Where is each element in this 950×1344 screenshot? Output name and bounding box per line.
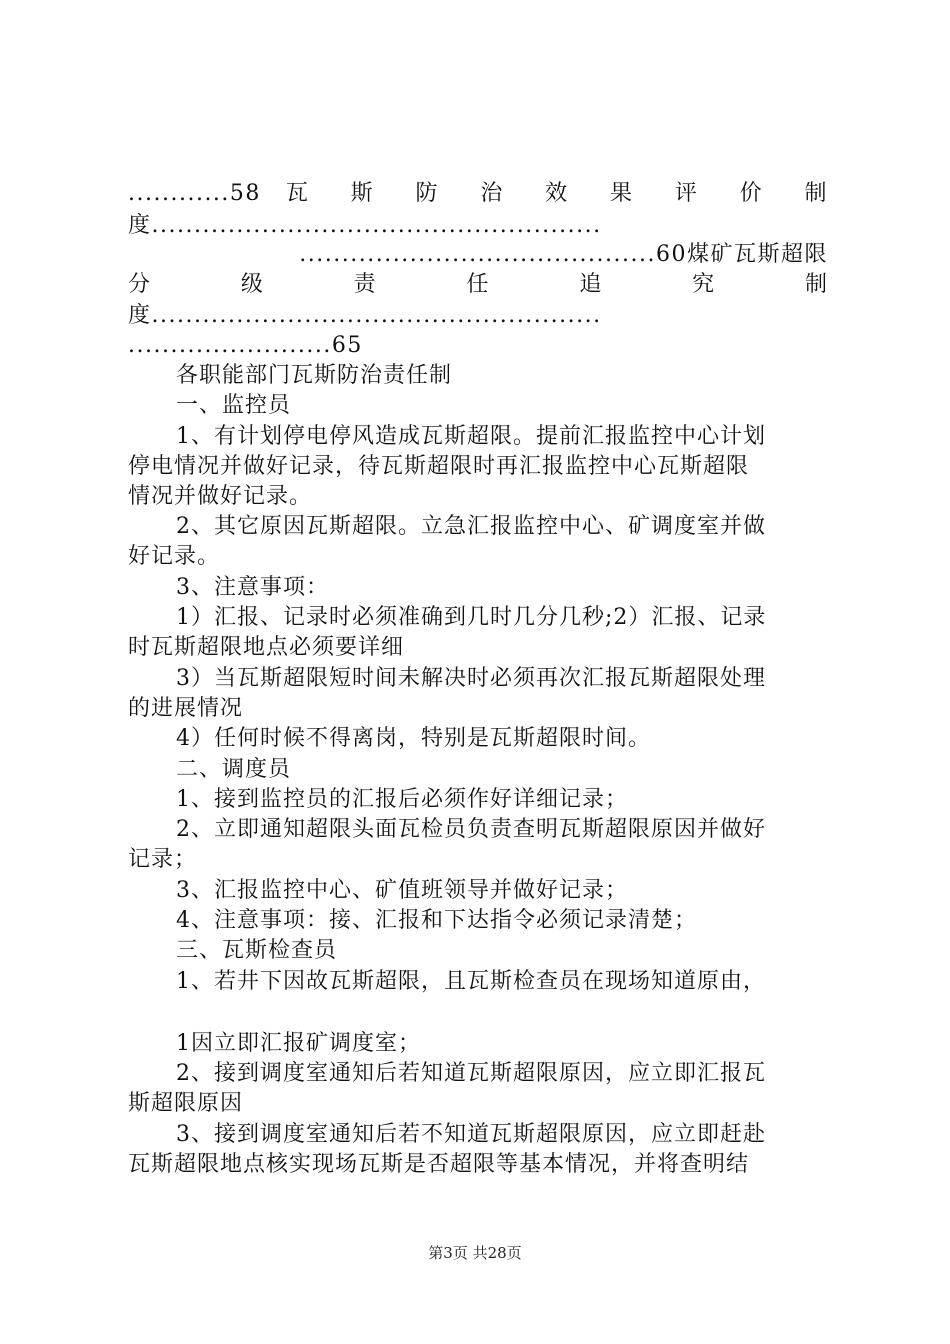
toc-line: 度..................................................... <box>128 213 602 238</box>
paragraph-line: 2、接到调度室通知后若知道瓦斯超限原因，应立即汇报瓦 <box>176 1061 766 1086</box>
paragraph-line: 停电情况并做好记录，待瓦斯超限时再汇报监控中心瓦斯超限 <box>128 454 750 479</box>
section-title: 各职能部门瓦斯防治责任制 <box>176 363 453 388</box>
paragraph-line: 3、注意事项： <box>176 575 329 600</box>
paragraph-line: 4）任何时候不得离岗，特别是瓦斯超限时间。 <box>176 726 651 751</box>
toc-line: ..........................................60煤矿瓦斯超限 <box>299 242 828 267</box>
paragraph-line: 时瓦斯超限地点必须要详细 <box>128 635 405 660</box>
paragraph-line: 2、立即通知超限头面瓦检员负责查明瓦斯超限原因并做好 <box>176 817 766 842</box>
paragraph-line: 斯超限原因 <box>128 1091 244 1116</box>
paragraph-line: 1、若井下因故瓦斯超限，且瓦斯检查员在现场知道原由， <box>176 969 766 994</box>
paragraph-line: 1、接到监控员的汇报后必须作好详细记录； <box>176 787 628 812</box>
toc-line: ............58 瓦 斯 防 治 效 果 评 价 制 <box>128 181 828 206</box>
paragraph-line: 3）当瓦斯超限短时间未解决时必须再次汇报瓦斯超限处理 <box>176 666 766 691</box>
paragraph-line: 情况并做好记录。 <box>128 484 313 509</box>
paragraph-line: 记录； <box>128 847 198 872</box>
section-heading: 二、调度员 <box>176 757 292 782</box>
section-heading: 一、监控员 <box>176 393 292 418</box>
toc-line: ........................65 <box>128 333 363 358</box>
paragraph-line: 2、其它原因瓦斯超限。立急汇报监控中心、矿调度室并做 <box>176 514 766 539</box>
paragraph-line: 3、汇报监控中心、矿值班领导并做好记录； <box>176 878 628 903</box>
paragraph-line: 3、接到调度室通知后若不知道瓦斯超限原因，应立即赶赴 <box>176 1122 766 1147</box>
paragraph-line: 的进展情况 <box>128 696 244 721</box>
paragraph-line: 4、注意事项：接、汇报和下达指令必须记录清楚； <box>176 908 697 933</box>
section-heading: 三、瓦斯检查员 <box>176 938 338 963</box>
page-number-footer: 第3页 共28页 <box>428 1244 522 1262</box>
paragraph-line: 瓦斯超限地点核实现场瓦斯是否超限等基本情况，并将查明结 <box>128 1152 750 1177</box>
paragraph-line: 好记录。 <box>128 544 221 569</box>
paragraph-line: 1）汇报、记录时必须准确到几时几分几秒;2）汇报、记录 <box>176 605 767 630</box>
toc-line: 分 级 责 任 追 究 制 <box>128 272 828 297</box>
toc-line: 度..................................................... <box>128 303 602 328</box>
paragraph-line: 1因立即汇报矿调度室； <box>176 1031 421 1056</box>
paragraph-line: 1、有计划停电停风造成瓦斯超限。提前汇报监控中心计划 <box>176 424 766 449</box>
